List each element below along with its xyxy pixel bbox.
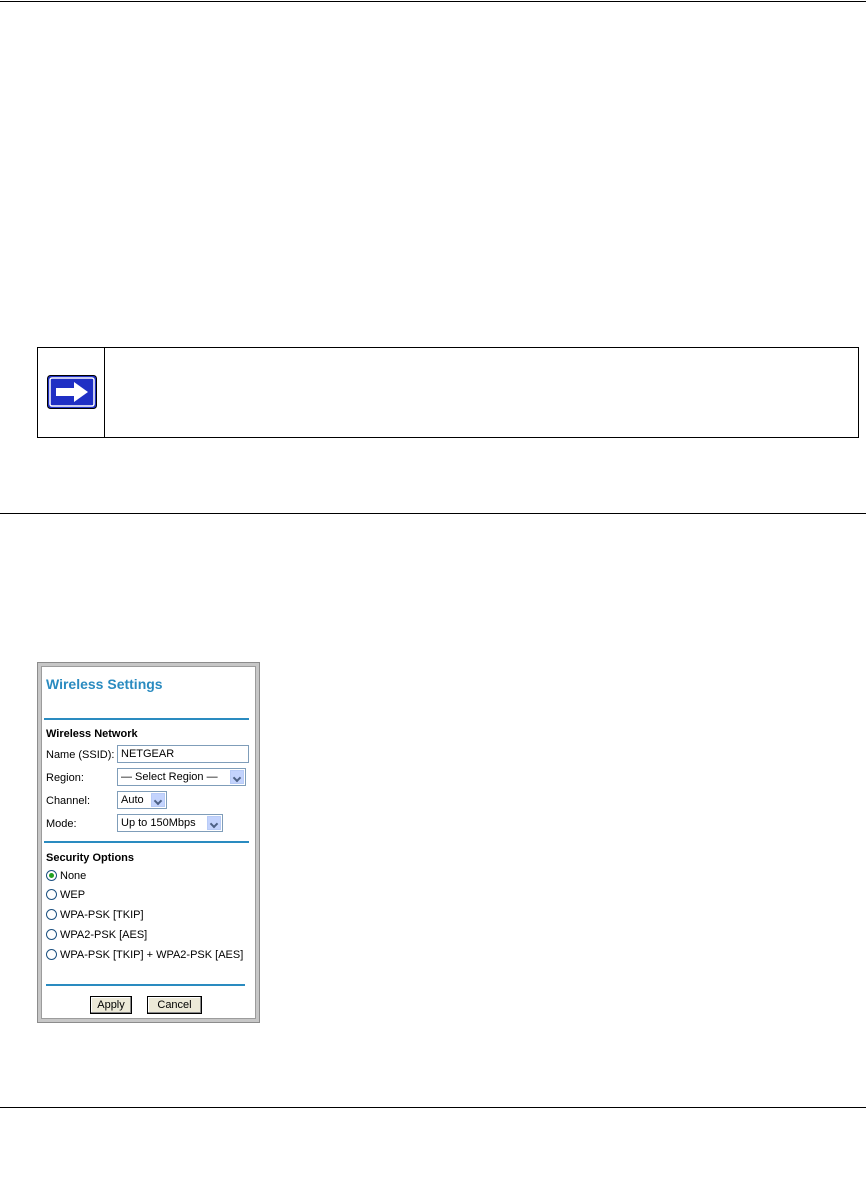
region-label: Region: <box>46 772 84 784</box>
region-select[interactable] <box>117 768 246 786</box>
channel-label: Channel: <box>46 795 91 807</box>
title-divider <box>44 718 249 720</box>
bottom-rule <box>0 1107 866 1108</box>
security-options-heading: Security Options <box>46 852 135 864</box>
note-box <box>37 347 859 438</box>
channel-select[interactable] <box>117 791 167 809</box>
security-option-label: WPA-PSK [TKIP] + WPA2-PSK [AES] <box>60 949 244 961</box>
network-divider <box>44 841 249 843</box>
security-option-wpa2-psk-aes[interactable] <box>46 929 147 943</box>
cancel-button[interactable]: Cancel <box>147 996 202 1014</box>
chevron-down-icon <box>207 816 221 830</box>
security-option-label: WEP <box>60 889 86 901</box>
security-option-label: WPA-PSK [TKIP] <box>60 909 144 921</box>
security-option-label: None <box>60 870 87 882</box>
ssid-input[interactable]: NETGEAR <box>117 745 249 763</box>
radio-selected-icon[interactable] <box>46 870 57 881</box>
section-rule <box>0 513 866 514</box>
radio-icon[interactable] <box>46 889 57 900</box>
mode-select-value: Up to 150Mbps <box>121 817 196 829</box>
wireless-settings-panel <box>37 662 260 1023</box>
region-select-value: — Select Region — <box>121 771 218 783</box>
page-title: Wireless Settings <box>46 676 163 692</box>
note-icon-cell <box>38 348 105 437</box>
channel-select-value: Auto <box>121 794 144 806</box>
top-rule <box>0 1 866 2</box>
chevron-down-icon <box>151 793 165 807</box>
apply-button[interactable]: Apply <box>90 996 132 1014</box>
wireless-network-heading: Wireless Network <box>46 728 138 740</box>
radio-icon[interactable] <box>46 929 57 940</box>
security-option-wpa-wpa2-mixed[interactable] <box>46 949 243 963</box>
mode-select[interactable] <box>117 814 223 832</box>
arrow-right-icon <box>47 375 97 409</box>
buttons-divider <box>46 984 245 986</box>
security-option-none[interactable] <box>46 870 86 884</box>
chevron-down-icon <box>230 770 244 784</box>
mode-label: Mode: <box>46 818 77 830</box>
security-option-wpa-psk-tkip[interactable] <box>46 909 144 923</box>
radio-icon[interactable] <box>46 909 57 920</box>
ssid-label: Name (SSID): <box>46 749 115 761</box>
radio-icon[interactable] <box>46 949 57 960</box>
security-option-wep[interactable] <box>46 889 85 903</box>
security-option-label: WPA2-PSK [AES] <box>60 929 148 941</box>
